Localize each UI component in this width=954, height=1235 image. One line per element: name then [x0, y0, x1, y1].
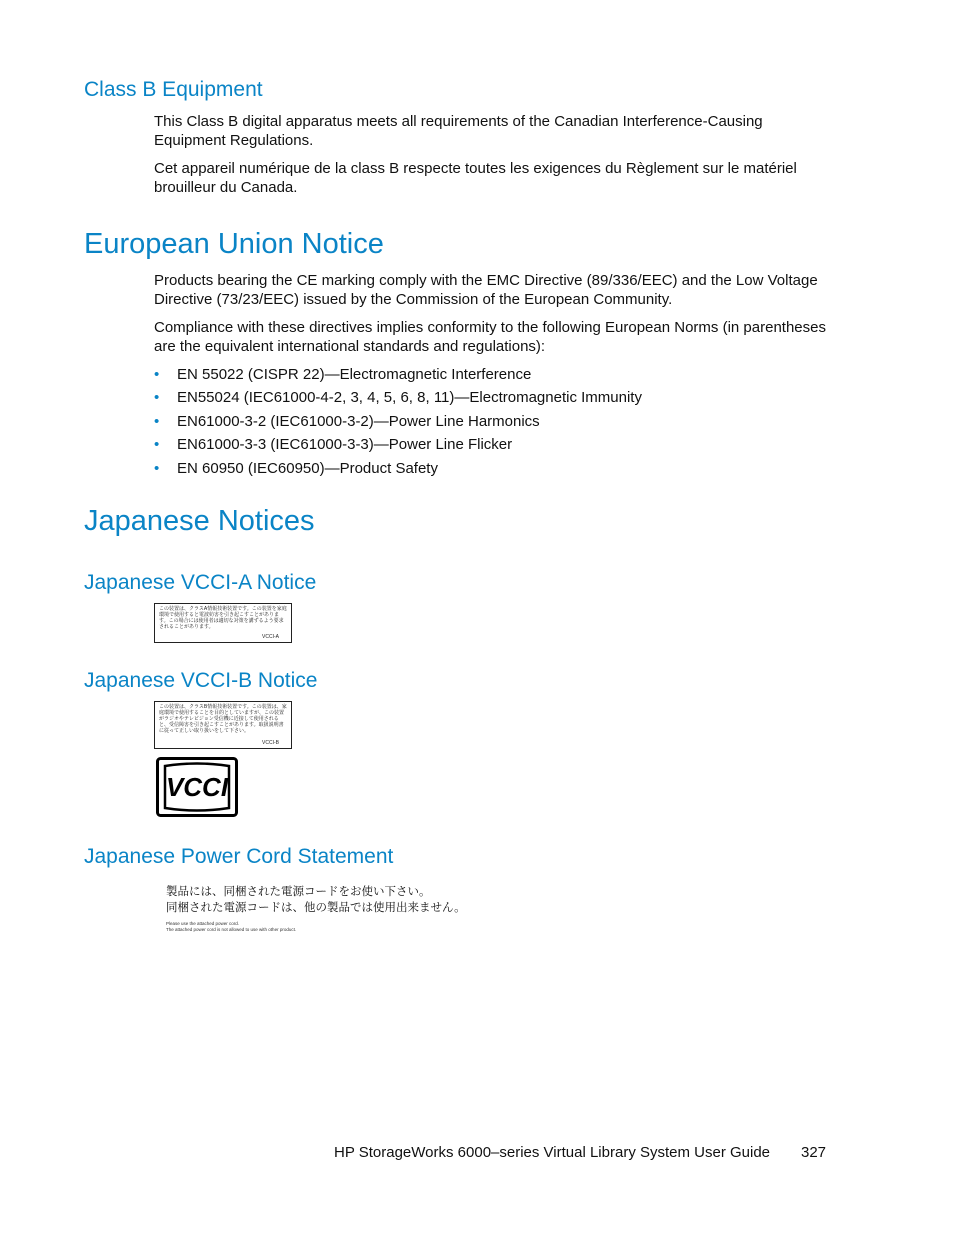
vcci-a-tag: VCCI-A	[262, 634, 279, 640]
power-cord-statement	[166, 884, 466, 933]
class-b-paragraph-fr: Cet appareil numérique de la class B respecte toutes les exigences du Règlement sur le matériel brouilleur du Canada.	[154, 160, 797, 196]
vcci-a-notice-image	[154, 603, 292, 643]
list-item	[154, 365, 642, 388]
eu-norms-list	[154, 365, 642, 482]
bullet-icon: •	[154, 459, 160, 477]
vcci-b-heading: Japanese VCCI-B Notice	[84, 669, 318, 692]
list-item-text: EN 55022 (CISPR 22)—Electromagnetic Interference	[177, 366, 532, 383]
power-cord-line-2: 同梱された電源コードは、他の製品では使用出来ません。	[166, 902, 466, 914]
eu-notice-heading: European Union Notice	[84, 228, 384, 260]
power-cord-small-2: The attached power cord is not allowed to use with other product.	[166, 927, 297, 932]
bullet-icon: •	[154, 389, 160, 407]
japanese-notices-heading: Japanese Notices	[84, 505, 315, 537]
vcci-a-heading: Japanese VCCI-A Notice	[84, 571, 317, 594]
list-item	[154, 388, 642, 411]
list-item-text: EN 60950 (IEC60950)—Product Safety	[177, 459, 438, 477]
vcci-b-notice-text: この装置は、クラスB情報技術装置です。この装置は、家庭環境で使用することを目的としていますが、この装置がラジオやテレビジョン受信機に近接して使用されると、受信障害を引き起こすことがあります。取扱説明書に従って正しい取り扱いをして下さい。	[159, 704, 287, 734]
footer-title: HP StorageWorks 6000–series Virtual Library System User Guide	[334, 1144, 771, 1161]
power-cord-small-1: Please use the attached power cord.	[166, 921, 240, 926]
vcci-logo-icon	[156, 757, 238, 817]
list-item-text: EN61000-3-2 (IEC61000-3-2)—Power Line Harmonics	[177, 412, 540, 430]
bullet-icon: •	[154, 412, 160, 430]
list-item-text: EN55024 (IEC61000-4-2, 3, 4, 5, 6, 8, 11)—Electromagnetic Immunity	[177, 389, 642, 407]
vcci-b-tag: VCCI-B	[262, 740, 279, 746]
list-item-text: EN61000-3-3 (IEC61000-3-3)—Power Line Flicker	[177, 436, 513, 454]
vcci-b-notice-image	[154, 701, 292, 749]
list-item	[154, 435, 642, 458]
power-cord-line-1: 製品には、同梱された電源コードをお使い下さい。	[166, 886, 431, 898]
class-b-paragraph-en: This Class B digital apparatus meets all requirements of the Canadian Interference-Causing Equipment Regulations.	[154, 113, 763, 149]
bullet-icon: •	[154, 366, 160, 383]
list-item	[154, 412, 642, 435]
list-item	[154, 459, 642, 482]
vcci-a-notice-text: この装置は、クラスA情報技術装置です。この装置を家庭環境で使用すると電波妨害を引き起こすことがあります。この場合には使用者は適切な対策を講ずるよう要求されることがあります。	[159, 606, 287, 630]
bullet-icon: •	[154, 436, 160, 454]
power-cord-heading: Japanese Power Cord Statement	[84, 845, 394, 868]
eu-paragraph-2: Compliance with these directives implies conformity to the following European Norms (in parentheses are the equivalent international standards and regulations):	[154, 319, 826, 355]
page-number: 327	[801, 1144, 827, 1161]
eu-paragraph-1: Products bearing the CE marking comply with the EMC Directive (89/336/EEC) and the Low Voltage Directive (73/23/EEC) issued by the Commission of the European Community.	[154, 272, 818, 308]
class-b-heading: Class B Equipment	[84, 78, 263, 101]
vcci-logo-text: VCCI	[165, 772, 229, 802]
